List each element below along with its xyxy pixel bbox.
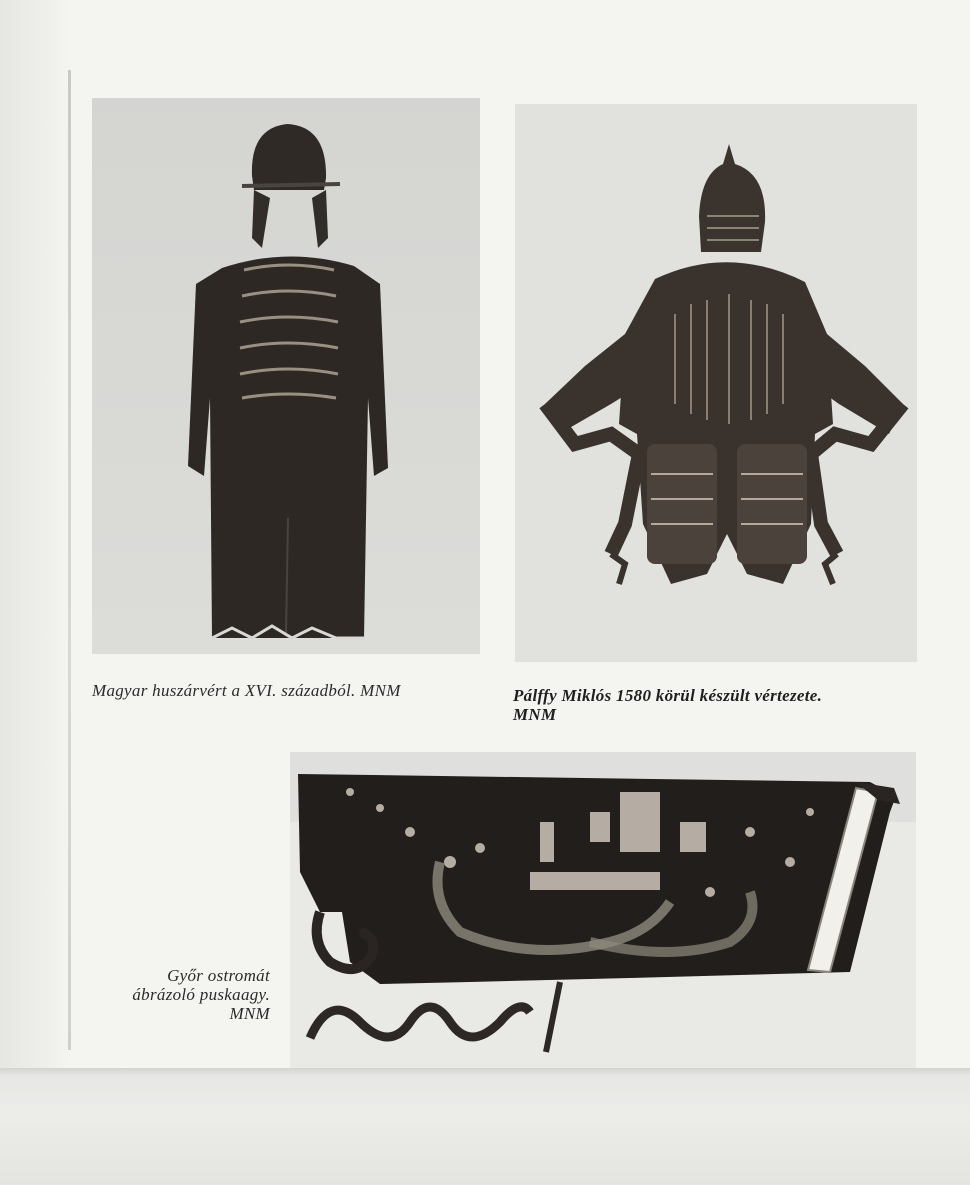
palffy-armor-photo bbox=[515, 104, 917, 662]
palffy-caption-line2: MNM bbox=[513, 705, 557, 724]
gun-stock-photo bbox=[290, 752, 916, 1070]
gun-caption-line1: Győr ostromát bbox=[167, 966, 270, 985]
palffy-armor-caption bbox=[513, 686, 933, 724]
hussar-armor-caption: Magyar huszárvért a XVI. századból. MNM bbox=[92, 681, 401, 700]
page-bottom-band bbox=[0, 1068, 970, 1185]
page-left-shadow bbox=[0, 0, 70, 1185]
gun-caption-line2: ábrázoló puskaagy. bbox=[132, 985, 270, 1004]
page-edge bbox=[68, 70, 71, 1050]
gun-stock-caption bbox=[110, 966, 270, 1023]
palffy-caption-line1: Pálffy Miklós 1580 körül készült vértezete. bbox=[513, 686, 823, 705]
gun-caption-line3: MNM bbox=[229, 1004, 270, 1023]
hussar-armor-photo bbox=[92, 98, 480, 654]
